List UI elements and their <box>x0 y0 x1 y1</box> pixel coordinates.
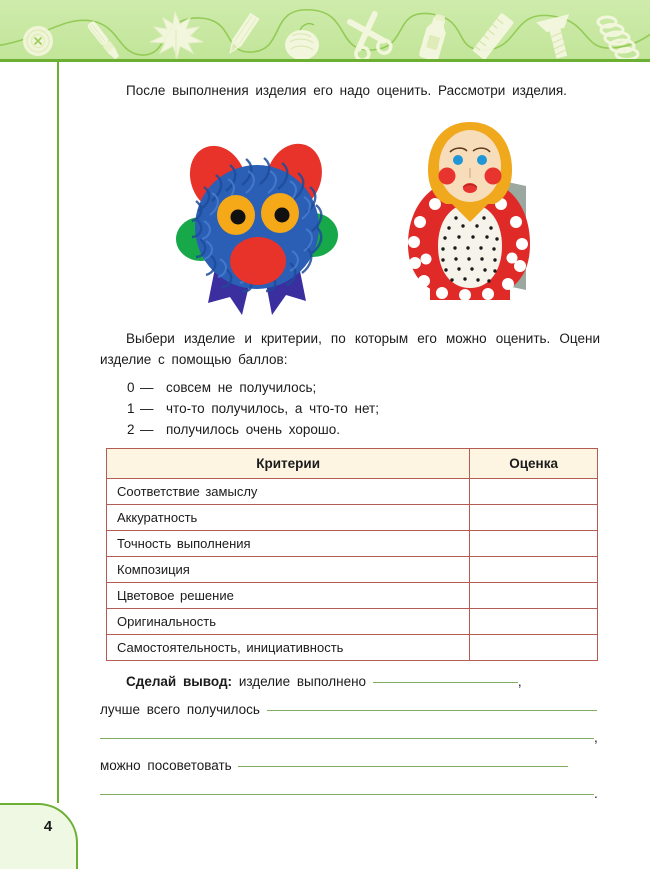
conclusion-block <box>100 670 600 810</box>
criteria-table <box>106 448 598 661</box>
conclusion-label-best: лучше всего получилось <box>100 702 260 717</box>
table-row <box>107 505 598 531</box>
score-label: получилось очень хорошо. <box>166 422 340 437</box>
conclusion-line-5 <box>100 782 600 810</box>
score-cell[interactable] <box>470 583 598 609</box>
comma: , <box>517 674 522 689</box>
period: . <box>594 786 598 801</box>
task-block <box>100 328 600 440</box>
criterion-cell: Композиция <box>107 557 470 583</box>
conclusion-line-2 <box>100 698 600 726</box>
intro-text: После выполнения изделия его надо оценить. Рассмотри изделия. <box>126 83 567 98</box>
criterion-cell: Соответствие замыслу <box>107 479 470 505</box>
score-cell[interactable] <box>470 531 598 557</box>
criterion-cell: Аккуратность <box>107 505 470 531</box>
header-band-artwork <box>0 0 650 62</box>
score-label: совсем не получилось; <box>166 380 317 395</box>
column-header-criteria: Критерии <box>107 449 470 479</box>
conclusion-lead-bold: Сделай вывод: <box>126 674 233 689</box>
figures-row <box>100 118 600 318</box>
criterion-cell: Самостоятельность, инициативность <box>107 635 470 661</box>
page-content <box>100 62 600 101</box>
fill-in-blank[interactable] <box>100 782 594 795</box>
choose-paragraph <box>100 328 600 370</box>
column-header-score: Оценка <box>470 449 598 479</box>
table-row <box>107 583 598 609</box>
intro-paragraph <box>100 80 600 101</box>
score-label: что-то получилось, а что-то нет; <box>166 401 379 416</box>
page-margin-rule <box>57 62 59 803</box>
fill-in-blank[interactable] <box>238 754 568 767</box>
conclusion-lead-rest: изделие выполнено <box>238 674 367 689</box>
fill-in-blank[interactable] <box>373 670 518 683</box>
conclusion-line-4 <box>100 754 600 782</box>
conclusion-label-advice: можно посоветовать <box>100 758 232 773</box>
score-legend-item <box>127 419 600 440</box>
score-cell[interactable] <box>470 479 598 505</box>
criterion-cell: Цветовое решение <box>107 583 470 609</box>
score-legend-list <box>127 377 600 440</box>
conclusion-line-1 <box>100 670 600 698</box>
pompom-creature-craft <box>172 135 342 320</box>
score-cell[interactable] <box>470 505 598 531</box>
score-legend-item <box>127 377 600 398</box>
score-dash: — <box>140 380 154 395</box>
page-number-badge <box>0 803 78 869</box>
score-value: 2 <box>127 422 135 437</box>
table-row <box>107 609 598 635</box>
score-value: 1 <box>127 401 135 416</box>
score-cell[interactable] <box>470 557 598 583</box>
score-cell[interactable] <box>470 635 598 661</box>
table-row <box>107 531 598 557</box>
table-row <box>107 557 598 583</box>
score-dash: — <box>140 422 154 437</box>
table-row <box>107 479 598 505</box>
decorative-header-band <box>0 0 650 62</box>
matryoshka-paper-craft <box>400 118 540 318</box>
criterion-cell: Оригинальность <box>107 609 470 635</box>
score-dash: — <box>140 401 154 416</box>
choose-text: Выбери изделие и критерии, по которым его можно оценить. Оцени изделие с помощью баллов: <box>100 331 600 367</box>
page-number: 4 <box>43 818 53 835</box>
criterion-cell: Точность выполнения <box>107 531 470 557</box>
fill-in-blank[interactable] <box>100 726 594 739</box>
table-row <box>107 635 598 661</box>
table-header-row <box>107 449 598 479</box>
fill-in-blank[interactable] <box>267 698 597 711</box>
button-icon <box>23 26 53 56</box>
score-cell[interactable] <box>470 609 598 635</box>
score-value: 0 <box>127 380 135 395</box>
score-legend-item <box>127 398 600 419</box>
comma: , <box>594 730 598 745</box>
conclusion-line-3 <box>100 726 600 754</box>
